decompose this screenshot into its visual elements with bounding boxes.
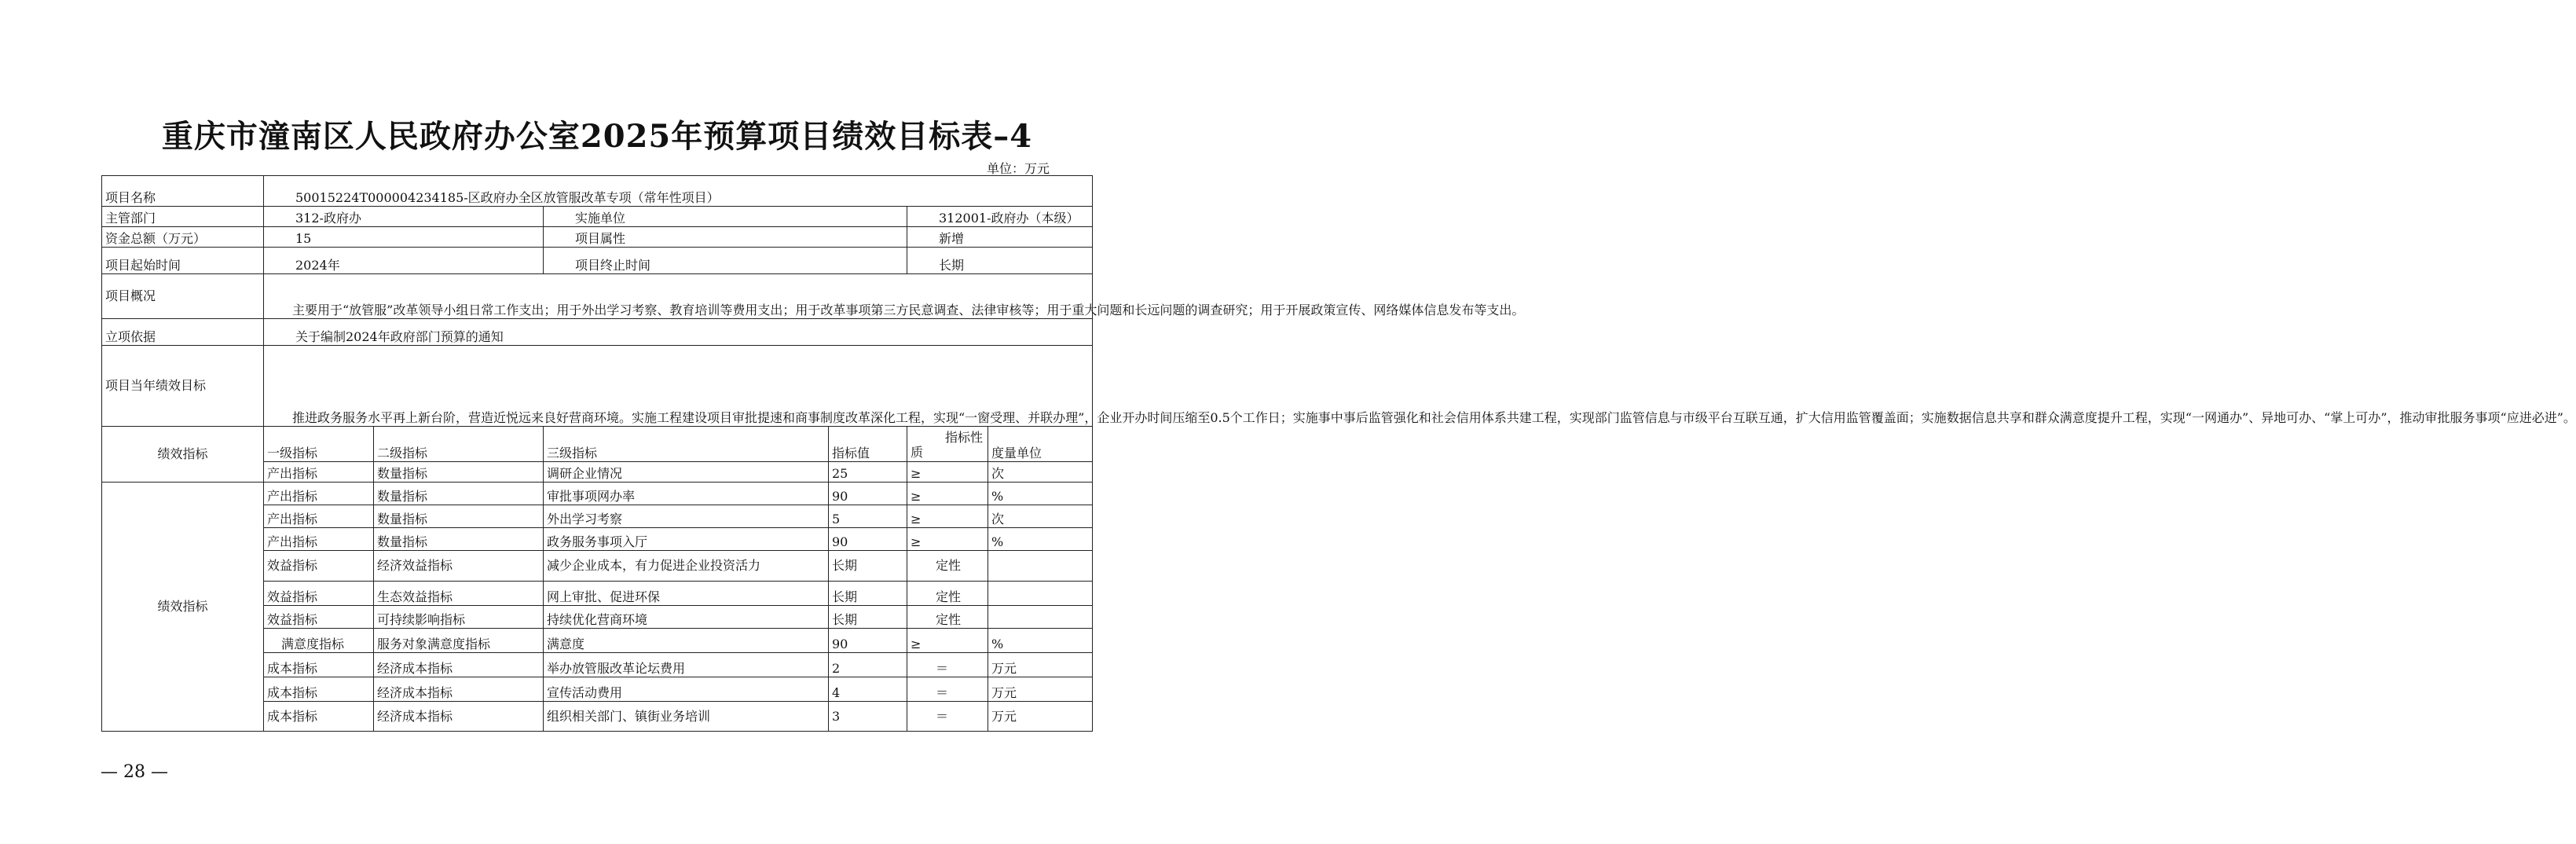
header-nature-bottom: 质 xyxy=(911,445,924,460)
row-l2: 可持续影响指标 xyxy=(374,606,544,629)
row-nature: ≥ xyxy=(907,528,988,551)
row-l3: 持续优化营商环境 xyxy=(544,606,829,629)
row-indicator-header xyxy=(102,427,1093,462)
row-l3: 审批事项网办率 xyxy=(544,483,829,505)
row-l2: 经济成本指标 xyxy=(374,653,544,677)
goal-label: 项目当年绩效目标 xyxy=(102,346,264,427)
row-l3: 减少企业成本，有力促进企业投资活力 xyxy=(544,551,829,582)
row-nature: 定性 xyxy=(907,582,988,606)
goal-text: 推进政务服务水平再上新台阶，营造近悦远来良好营商环境。实施工程建设项目审批提速和商事制度改革深化工程，实现“一窗受理、并联办理”，企业开办时间压缩至0.5个工作日；实施事中事后监管强化和社会信用体系共建工程，实现部门监管信息与市级平台互联互通，扩大信用监管覆盖面；实施数据信息共享和群众满意度提升工程，实现“一网通办”、异地可办、“掌上可办”，推动审批服务事项“应进必进”。 xyxy=(292,410,2576,425)
header-nature-top: 指标性 xyxy=(944,430,983,445)
page-number: — 28 — xyxy=(101,762,168,782)
row-basis xyxy=(102,319,1093,346)
row-l2: 数量指标 xyxy=(374,462,544,483)
row-value: 3 xyxy=(829,702,907,732)
row-l3: 外出学习考察 xyxy=(544,505,829,528)
header-nature xyxy=(907,427,988,462)
row-project-name xyxy=(102,176,1093,207)
dept-label: 主管部门 xyxy=(102,207,264,227)
header-l1: 一级指标 xyxy=(264,427,374,462)
row-l3: 满意度 xyxy=(544,629,829,653)
row-value: 5 xyxy=(829,505,907,528)
row-measure xyxy=(988,582,1093,606)
row-l3: 组织相关部门、镇街业务培训 xyxy=(544,702,829,732)
row-nature: ＝ xyxy=(907,677,988,702)
row-l1: 成本指标 xyxy=(264,702,374,732)
row-nature: 定性 xyxy=(907,551,988,582)
start-value: 2024年 xyxy=(264,248,544,274)
overview-label: 项目概况 xyxy=(102,274,264,319)
row-measure: % xyxy=(988,528,1093,551)
row-l2: 经济效益指标 xyxy=(374,551,544,582)
row-value: 长期 xyxy=(829,606,907,629)
row-l2: 经济成本指标 xyxy=(374,677,544,702)
row-l3: 调研企业情况 xyxy=(544,462,829,483)
row-measure: % xyxy=(988,629,1093,653)
row-nature: ≥ xyxy=(907,629,988,653)
row-value: 25 xyxy=(829,462,907,483)
overview-cell xyxy=(264,274,1525,319)
row-value: 4 xyxy=(829,677,907,702)
attr-value: 新增 xyxy=(907,227,1093,248)
row-l1: 产出指标 xyxy=(264,505,374,528)
header-measure: 度量单位 xyxy=(988,427,1093,462)
row-measure xyxy=(988,551,1093,582)
row-measure: 次 xyxy=(988,462,1093,483)
row-measure: 万元 xyxy=(988,677,1093,702)
row-l2: 数量指标 xyxy=(374,505,544,528)
row-nature: ＝ xyxy=(907,702,988,732)
row-nature: 定性 xyxy=(907,606,988,629)
row-department xyxy=(102,207,1093,227)
basis-label: 立项依据 xyxy=(102,319,264,346)
impl-label: 实施单位 xyxy=(544,207,907,227)
row-nature: ≥ xyxy=(907,483,988,505)
row-l2: 经济成本指标 xyxy=(374,702,544,732)
unit-label: 单位：万元 xyxy=(987,161,1050,176)
start-label: 项目起始时间 xyxy=(102,248,264,274)
header-l3: 三级指标 xyxy=(544,427,829,462)
row-l3: 政务服务事项入厅 xyxy=(544,528,829,551)
row-l2: 数量指标 xyxy=(374,483,544,505)
row-l2: 服务对象满意度指标 xyxy=(374,629,544,653)
basis-value: 关于编制2024年政府部门预算的通知 xyxy=(264,319,1093,346)
end-label: 项目终止时间 xyxy=(544,248,907,274)
row-l1: 产出指标 xyxy=(264,483,374,505)
goal-cell xyxy=(264,346,2576,427)
end-value: 长期 xyxy=(907,248,1093,274)
row-l1: 产出指标 xyxy=(264,462,374,483)
row-value: 长期 xyxy=(829,551,907,582)
document-title: 重庆市潼南区人民政府办公室2025年预算项目绩效目标表–4 xyxy=(161,118,1033,155)
row-nature: ＝ xyxy=(907,653,988,677)
row-l1: 成本指标 xyxy=(264,677,374,702)
row-measure: 万元 xyxy=(988,702,1093,732)
row-l1: 效益指标 xyxy=(264,582,374,606)
row-value: 长期 xyxy=(829,582,907,606)
header-l2: 二级指标 xyxy=(374,427,544,462)
impl-value: 312001-政府办（本级） xyxy=(907,207,1093,227)
row-value: 2 xyxy=(829,653,907,677)
perf-label-top: 绩效指标 xyxy=(102,427,264,483)
perf-label-bottom: 绩效指标 xyxy=(102,483,264,732)
row-l2: 数量指标 xyxy=(374,528,544,551)
row-measure: % xyxy=(988,483,1093,505)
row-l1: 效益指标 xyxy=(264,551,374,582)
table-row xyxy=(102,483,1093,505)
row-l3: 宣传活动费用 xyxy=(544,677,829,702)
row-goal xyxy=(102,346,1093,427)
row-l3: 网上审批、促进环保 xyxy=(544,582,829,606)
overview-text: 主要用于“放管服”改革领导小组日常工作支出；用于外出学习考察、教育培训等费用支出；用于改革事项第三方民意调查、法律审核等；用于重大问题和长远问题的调查研究；用于开展政策宣传、网络媒体信息发布等支出。 xyxy=(292,303,1525,317)
row-l1: 满意度指标 xyxy=(264,629,374,653)
project-name-label: 项目名称 xyxy=(102,176,264,207)
row-fund xyxy=(102,227,1093,248)
attr-label: 项目属性 xyxy=(544,227,907,248)
row-value: 90 xyxy=(829,483,907,505)
row-value: 90 xyxy=(829,528,907,551)
row-l2: 生态效益指标 xyxy=(374,582,544,606)
dept-value: 312-政府办 xyxy=(264,207,544,227)
row-value: 90 xyxy=(829,629,907,653)
project-name-value: 50015224T000004234185-区政府办全区放管服改革专项（常年性项目） xyxy=(264,176,1093,207)
row-nature: ≥ xyxy=(907,505,988,528)
row-overview xyxy=(102,274,1093,319)
row-measure: 次 xyxy=(988,505,1093,528)
fund-value: 15 xyxy=(264,227,544,248)
row-nature: ≥ xyxy=(907,462,988,483)
row-time xyxy=(102,248,1093,274)
row-measure xyxy=(988,606,1093,629)
row-measure: 万元 xyxy=(988,653,1093,677)
row-l1: 产出指标 xyxy=(264,528,374,551)
row-l1: 效益指标 xyxy=(264,606,374,629)
row-l1: 成本指标 xyxy=(264,653,374,677)
fund-label: 资金总额（万元） xyxy=(102,227,264,248)
performance-table xyxy=(101,175,2576,732)
row-l3: 举办放管服改革论坛费用 xyxy=(544,653,829,677)
header-value: 指标值 xyxy=(829,427,907,462)
